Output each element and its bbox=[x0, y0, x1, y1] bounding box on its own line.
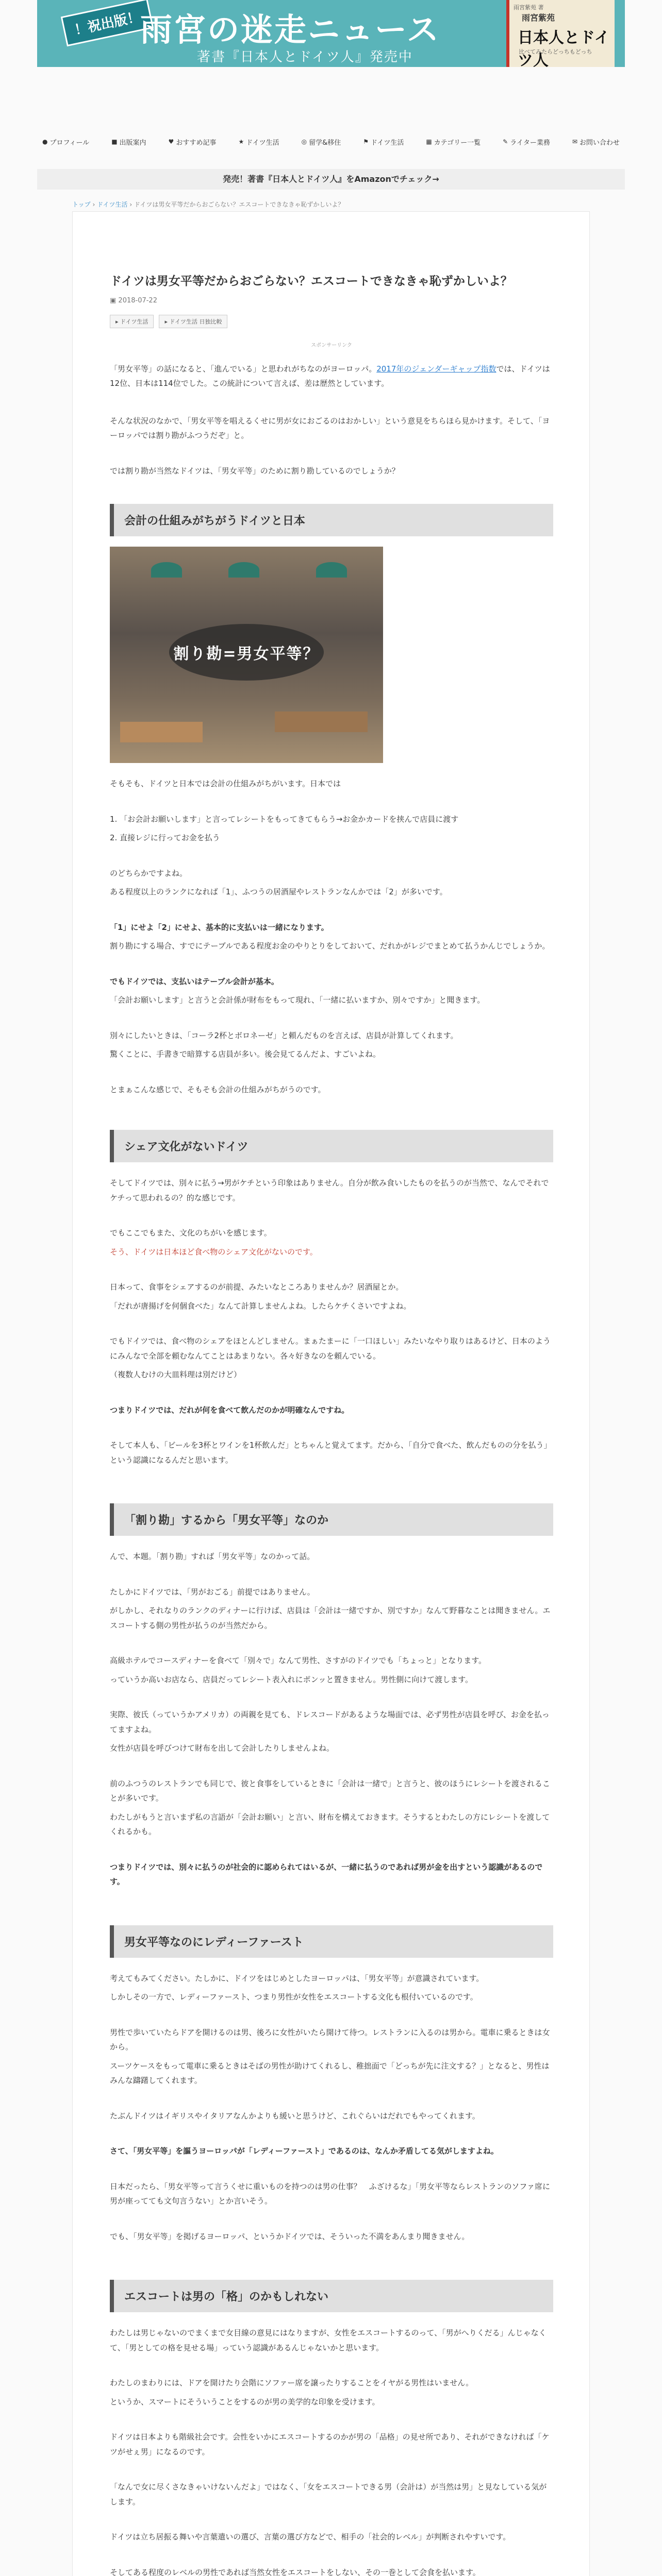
nav-label: 出版案内 bbox=[119, 139, 146, 147]
publication-banner: ！祝出版！ bbox=[61, 0, 154, 46]
nav-label: ドイツ生活 bbox=[246, 139, 279, 147]
paragraph bbox=[110, 920, 553, 935]
paragraph bbox=[110, 974, 553, 989]
paragraph: 考えてもみてください。たしかに、ドイツをはじめとしたヨーロッパは、「男女平等」が意識されています。 bbox=[110, 1973, 484, 1983]
paragraph: 別々にしたいときは、「コーラ2杯とボロネーゼ」と頼んだものを言えば、店員が計算してくれます。 bbox=[110, 1030, 458, 1040]
nav-label: 留学&移住 bbox=[309, 139, 341, 147]
book-icon: ■ bbox=[111, 138, 118, 145]
tag-germany-japan-compare[interactable] bbox=[159, 315, 227, 328]
sponsor-label: スポンサーリンク bbox=[311, 342, 352, 348]
paragraph: 日本って、食事をシェアするのが前提、みたいなところありませんか？居酒屋とか。 bbox=[110, 1282, 404, 1292]
table-shape bbox=[120, 722, 203, 742]
amazon-promo-link[interactable]: 発売！著書『日本人とドイツ人』をAmazonでチェック→ bbox=[37, 169, 625, 190]
paragraph: でも、「男女平等」を掲げるヨーロッパ、というかドイツでは、そういった不満をあんまり聞きません。 bbox=[110, 2231, 470, 2241]
paragraph: わたしは男じゃないのでまくまで女目線の意見にはなりますが、女性をエスコートするのって、「男がへりくだる」んじゃなくて、「男としての格を見せる場」っていう認識があるんじゃないかと思います。 bbox=[110, 2328, 547, 2352]
pen-icon: ✎ bbox=[503, 138, 508, 145]
flag-icon: ⚑ bbox=[363, 138, 369, 145]
section-heading-3: 「割り勘」するから「男女平等」なのか bbox=[110, 1503, 553, 1536]
paragraph: スーツケースをもって電車に乗るときはそばの男性が助けてくれるし、稚拙面で「どっちが先に注文する？」となると、男性はみんな躊躇してくれます。 bbox=[110, 2061, 550, 2085]
book-title: 日本人とドイツ人 bbox=[518, 29, 610, 67]
paragraph: 日本だったら、「男女平等って言うくせに重いものを持つのは男の仕事？ ふざけるな」「男女平等ならレストランのソファ席に男が座ってても文句言うない」とか言いそう。 bbox=[110, 2181, 550, 2206]
paragraph: 男性で歩いていたらドアを開けるのは男、後ろに女性がいたら開けて待つ。レストランに入るのは男から。電車に乗るときは女から。 bbox=[110, 2027, 550, 2052]
nav-item-writer[interactable] bbox=[503, 135, 550, 148]
breadcrumb-separator: › bbox=[129, 201, 133, 208]
section-heading-2: シェア文化がないドイツ bbox=[110, 1130, 553, 1162]
paragraph: そして本人も、「ビールを3杯とワインを1杯飲んだ」とちゃんと覚えてます。だから、「自分で食べた、飲んだものの分を払う」という認識になるんだと思います。 bbox=[110, 1440, 552, 1465]
site-tagline: 著書『日本人とドイツ人』発売中 bbox=[197, 49, 413, 65]
publish-date-text: 2018-07-22 bbox=[118, 296, 157, 304]
nav-item-categories[interactable] bbox=[426, 135, 481, 148]
book-cover-image[interactable] bbox=[506, 0, 615, 67]
mail-icon: ✉ bbox=[572, 138, 577, 145]
nav-item-contact[interactable] bbox=[572, 135, 620, 148]
nav-label: ライター業務 bbox=[510, 139, 550, 147]
lamp-shape bbox=[228, 562, 259, 578]
nav-item-germany-life-2[interactable] bbox=[363, 135, 404, 148]
tag-list bbox=[110, 315, 553, 328]
emphasis-text: 「1」にせよ「2」にせよ、基本的に支払いは一緒になります。 bbox=[110, 922, 329, 932]
paragraph: 前のふつうのレストランでも同じで、彼と食事をしているときに「会計は一緒で」と言うと、彼のほうにレシートを渡されることが多いです。 bbox=[110, 1778, 550, 1803]
nav-item-germany-life-1[interactable] bbox=[238, 135, 279, 148]
paragraph: ドイツは立ち居振る舞いや言葉遣いの選び、言葉の選び方などで、相手の「社会的レベル」が判断されやすいです。 bbox=[110, 2532, 511, 2541]
tag-label: ドイツ生活 日独比較 bbox=[169, 318, 222, 325]
globe-icon: ◎ bbox=[301, 138, 307, 145]
paragraph: 「だれが唐揚げを何個食べた」なんて計算しませんよね。したらケチくさいですよね。 bbox=[110, 1301, 411, 1311]
paragraph: っていうか高いお店なら、店員だってレシート表入れにポンッと置きません。男性側に向けて渡します。 bbox=[110, 1674, 473, 1684]
emphasis-paragraph: つまりドイツでは、別々に払うのが社会的に認められてはいるが、一緒に払うのであれば男が金を出すという認識があるのです。 bbox=[110, 1862, 543, 1886]
paragraph: わたしがもうと言いまず私の言語が「会計お願い」と言い、財布を構えておきます。そうするとわたしの方にレシートを渡してくれるかも。 bbox=[110, 1812, 550, 1836]
emphasis-paragraph: さて、「男女平等」を謳うヨーロッパが「レディーファースト」であるのは、なんか矛盾してる気がしますよね。 bbox=[110, 2146, 499, 2156]
paragraph: 割り勘にする場合、すでにテーブルである程度お金のやりとりをしておいて、だれかがレジでまとめて払うかんじでしょうか。 bbox=[110, 941, 550, 951]
tag-label: ドイツ生活 bbox=[120, 318, 148, 325]
grid-icon: ▦ bbox=[426, 138, 432, 145]
article-title: ドイツは男女平等だからおごらない？エスコートできなきゃ恥ずかしいよ？ bbox=[110, 275, 512, 288]
person-icon: ● bbox=[42, 138, 48, 145]
paragraph: 女性が店員を呼びつけて財布を出して会計したりしませんよね。 bbox=[110, 1743, 335, 1753]
article-container bbox=[72, 211, 590, 2576]
lamp-shape bbox=[151, 562, 182, 578]
paragraph: （複数人むけの大皿料理は別だけど） bbox=[110, 1370, 242, 1379]
paragraph: そしてドイツでは、別々に払う→男がケチという印象はありません。自分が飲み食いしたものを払うのが当然で、なんでそれでケチって思われるの？的な感じです。 bbox=[110, 1178, 549, 1202]
table-shape bbox=[275, 711, 368, 732]
calendar-icon: ▣ bbox=[110, 296, 119, 304]
paragraph: のどちらかですよね。 bbox=[110, 868, 188, 878]
paragraph: わたしのまわりには、ドアを開けたり会階にソファー席を譲ったりすることをイヤがる男性はいません。 bbox=[110, 2378, 474, 2387]
nav-item-profile[interactable] bbox=[42, 135, 89, 148]
breadcrumb-current: ドイツは男女平等だからおごらない？エスコートできなきゃ恥ずかしいよ？ bbox=[134, 201, 344, 208]
paragraph: そしてある程度のレベルの男性であれば当然女性をエスコートをしない、その一巻として会食を払います。 bbox=[110, 2567, 481, 2576]
paragraph: んで、本題。「割り勘」すれば「男女平等」なのかって話。 bbox=[110, 1552, 315, 1561]
section-heading-5: エスコートは男の「格」のかもしれない bbox=[110, 2280, 553, 2312]
nav-item-publication[interactable] bbox=[111, 135, 146, 148]
intro-paragraph-3: では割り勘が当然なドイツは、「男女平等」のために割り勘しているのでしょうか？ bbox=[110, 466, 400, 476]
intro-paragraph-2: そんな状況のなかで、「男女平等を唱えるくせに男が女におごるのはおかしい」という意見をちらほら見かけます。そして、「ヨーロッパでは割り勘がふつうだぞ」と。 bbox=[110, 416, 550, 440]
paragraph: というか、スマートにそういうことをするのが男の美学的な印象を受けます。 bbox=[110, 2397, 380, 2406]
nav-label: おすすめ記事 bbox=[176, 139, 217, 147]
paragraph: 「なんで女に尽くさなきゃいけないんだよ」ではなく、「女をエスコートできる男（会計は）が当然は男」と見なしている気がします。 bbox=[110, 2482, 547, 2506]
paragraph: 実際、彼氏（っていうかアメリカ）の両親を見ても、ドレスコードがあるような場面では、必ず男性が店員を呼び、お金を払ってますよね。 bbox=[110, 1710, 550, 1734]
section-heading-4: 男女平等なのにレディーファースト bbox=[110, 1925, 553, 1958]
intro-paragraph-1 bbox=[110, 362, 553, 391]
nav-label: カテゴリー一覧 bbox=[434, 139, 481, 147]
nav-item-recommended[interactable] bbox=[169, 135, 217, 148]
paragraph: でもドイツでは、食べ物のシェアをほとんどしません。まぁたまーに「一口ほしい」みたいなやり取りはあるけど、日本のようにみんなで全部を頼むなんてことはあまりない。各々好きなのを頼んでいる。 bbox=[110, 1336, 551, 1361]
global-nav bbox=[37, 135, 625, 148]
list-item: 2. 直接レジに行ってお金を払う bbox=[110, 833, 220, 842]
restaurant-photo bbox=[110, 547, 383, 763]
paragraph: たぶんドイツはイギリスやイタリアなんかよりも緩いと思うけど、これぐらいはだれでもやってくれます。 bbox=[110, 2111, 480, 2121]
book-subtitle: 比べてみたらどっちもどっち bbox=[519, 48, 592, 55]
nav-item-study-abroad[interactable] bbox=[302, 135, 341, 148]
heart-icon: ♥ bbox=[168, 138, 174, 145]
book-series: 雨宮紫苑 bbox=[522, 13, 555, 23]
paragraph: ドイツは日本よりも階級社会です。会性をいかにエスコートするのかが男の「品格」の見せ所であり、それができなければ「ケツがせぇ男」になるのです。 bbox=[110, 2432, 550, 2456]
paragraph: しかしその一方で、レディーファースト、つまり男性が女性をエスコートする文化も根付いているのです。 bbox=[110, 1992, 478, 2002]
gender-gap-link[interactable]: 2017年のジェンダーギャップ指数 bbox=[376, 364, 496, 374]
paragraph: ある程度以上のランクになれば「1」、ふつうの居酒屋やレストランなんかでは「2」が多いです。 bbox=[110, 887, 448, 896]
paragraph: たしかにドイツでは、「男がおごる」前提ではありません。 bbox=[110, 1587, 315, 1597]
emphasis-paragraph: つまりドイツでは、だれが何を食べて飲んだのかが明確なんですね。 bbox=[110, 1405, 350, 1415]
section-heading-1: 会計の仕組みがちがうドイツと日本 bbox=[110, 504, 553, 536]
paragraph: でもここでもまた、文化のちがいを感じます。 bbox=[110, 1228, 272, 1238]
paragraph: がしかし、それなりのランクのディナーに行けば、店員は「会計は一緒ですか、別ですか」なんて野暮なことは聞きません。エスコートする側の男性が払うのが当然だから。 bbox=[110, 1606, 551, 1630]
lamp-shape bbox=[316, 562, 347, 578]
breadcrumb bbox=[72, 200, 344, 209]
breadcrumb-separator: › bbox=[92, 201, 95, 208]
intro-text: では、ドイツは12位、日本は114位でした。この統計について言えば、差は歴然としています。 bbox=[110, 364, 550, 388]
paragraph: 「会計お願いします」と言うと会計係が財布をもって現れ、「一緒に払いますか、別々ですか」と聞きます。 bbox=[110, 995, 485, 1005]
tag-icon: ▸ bbox=[115, 318, 121, 325]
emphasis-text: でもドイツでは、支払いはテーブル会計が基本。 bbox=[110, 976, 279, 986]
book-author: 雨宮紫苑 著 bbox=[514, 4, 544, 11]
tag-icon: ▸ bbox=[164, 318, 170, 325]
paragraph: 驚くことに、手書きで暗算する店員が多い。後会見てるんだよ、すごいよね。 bbox=[110, 1049, 381, 1059]
paragraph: とまぁこんな感じで、そもそも会計の仕組みがちがうのです。 bbox=[110, 1084, 326, 1094]
tag-germany-life[interactable] bbox=[110, 315, 154, 328]
paragraph: そもそも、ドイツと日本では会計の仕組みがちがいます。日本では bbox=[110, 779, 341, 788]
nav-label: お問い合わせ bbox=[579, 139, 620, 147]
breadcrumb-home[interactable]: トップ bbox=[72, 201, 91, 208]
emphasis-paragraph: そう、ドイツは日本ほど食べ物のシェア文化がないのです。 bbox=[110, 1247, 318, 1257]
site-title[interactable]: 雨宮の迷走ニュース bbox=[140, 11, 440, 48]
site-header[interactable] bbox=[37, 0, 625, 67]
publish-date bbox=[110, 297, 553, 304]
breadcrumb-category[interactable]: ドイツ生活 bbox=[97, 201, 128, 208]
photo-caption: 割り勘=男女平等？ bbox=[169, 624, 324, 681]
paragraph: 高級ホテルでコースディナーを食べて「別々で」なんて男性、さすがのドイツでも「ちょっと」となります。 bbox=[110, 1656, 487, 1665]
nav-label: ドイツ生活 bbox=[370, 139, 404, 147]
intro-text: 「男女平等」の話になると、「進んでいる」と思われがちなのがヨーロッパ。 bbox=[110, 364, 377, 374]
article-body bbox=[110, 273, 553, 2576]
list-item: 1. 「お会計お願いします」と言ってレシートをもってきてもらう→お金かカードを挟んで店員に渡す bbox=[110, 814, 459, 824]
star-icon: ★ bbox=[238, 138, 244, 145]
nav-label: プロフィール bbox=[49, 139, 90, 147]
